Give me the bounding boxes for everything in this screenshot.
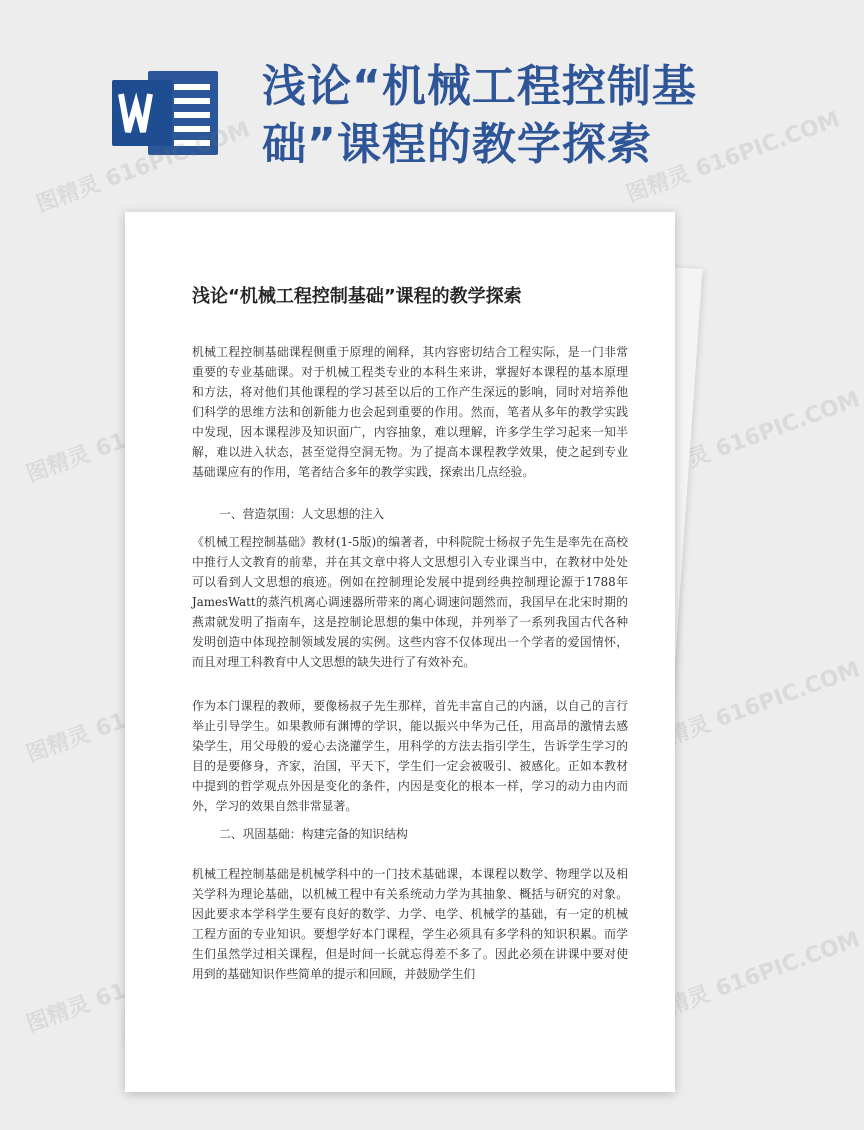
watermark: 图精灵 — [23, 721, 94, 768]
watermark: 图精灵 616PIC.COM — [643, 387, 864, 488]
watermark: 图精灵 — [23, 991, 94, 1038]
paragraph-intro: 机械工程控制基础课程侧重于原理的阐释，其内容密切结合工程实际，是一门非常重要的专业基础课。对于机械工程类专业的本科生来讲，掌握好本课程的基本原理和方法，将对他们其他课程的学习甚至以后的工作产生深远的影响，同时对培养他们科学的思维方法和创新能力也会起到重要的作用。然而，笔者从多年的教学实践中发现，因本课程涉及知识面广，内容抽象，难以理解，许多学生学习起来一知半解，难以进入状态，甚至觉得空洞无物。为了提高本课程教学效果，使之起到专业基础课应有的作用，笔者结合多年的教学实践，探索出几点经验。 — [192, 345, 628, 479]
document-page — [125, 212, 675, 1092]
watermark: 图精灵 — [23, 441, 94, 488]
document-title: 浅论“机械工程控制基础”课程的教学探索 — [192, 286, 522, 307]
paragraph-teacher-role: 作为本门课程的教师，要像杨叔子先生那样，首先丰富自己的内涵，以自己的言行举止引导学生。如果教师有渊博的学识，能以振兴中华为己任，用高昂的激情去感染学生，用父母般的爱心去浇灌学生，用科学的方法去指引学生，告诉学生学习的目的是要修身，齐家，治国，平天下，学生们一定会被吸引、被感化。正如本教材中提到的哲学观点外因是变化的条件，内因是变化的根本一样，学习的动力由内而外，学习的效果自然非常显著。 — [192, 699, 628, 813]
section-heading-1: 一、营造氛围：人文思想的注入 — [219, 507, 385, 521]
watermark: 图精灵 616PIC.COM — [33, 117, 254, 218]
watermark: 图精灵 616PIC.COM — [643, 927, 864, 1028]
paragraph-foundation: 机械工程控制基础是机械学科中的一门技术基础课，本课程以数学、物理学以及相关学科为理论基础，以机械工程中有关系统动力学为其抽象、概括与研究的对象。因此要求本学科学生要有良好的数学、力学、电学、机械学的基础，有一定的机械工程方面的专业知识。要想学好本门课程，学生必须具有多学科的知识积累。而学生们虽然学过相关课程，但是时间一长就忘得差不多了。因此必须在讲课中要对使用到的基础知识作些简单的提示和回顾，并鼓励学生们 — [192, 867, 628, 981]
paragraph-humanities: 《机械工程控制基础》教材(1-5版)的编著者，中科院院士杨叔子先生是率先在高校中推行人文教育的前辈，并在其文章中将人文思想引入专业课当中，在教材中处处可以看到人文思想的痕迹。例如在控制理论发展中提到经典控制理论源于1788年JamesWatt的蒸汽机离心调速器所带来的离心调速问题然而，我国早在北宋时期的燕肃就发明了指南车，这是控制论思想的集中体现，并列举了一系列我国古代各种发明创造中体现控制领域发展的实例。这些内容不仅体现出一个学者的爱国情怀，而且对理工科教育中人文思想的缺失进行了有效补充。 — [192, 535, 628, 669]
header-title: 浅论“机械工程控制基础”课程的教学探索 — [262, 61, 697, 170]
word-document-icon — [112, 68, 220, 158]
section-heading-2: 二、巩固基础：构建完备的知识结构 — [219, 827, 408, 841]
watermark: 图精灵 616PIC.COM — [643, 657, 864, 758]
watermark: 图精灵 616PIC.COM — [623, 107, 844, 208]
